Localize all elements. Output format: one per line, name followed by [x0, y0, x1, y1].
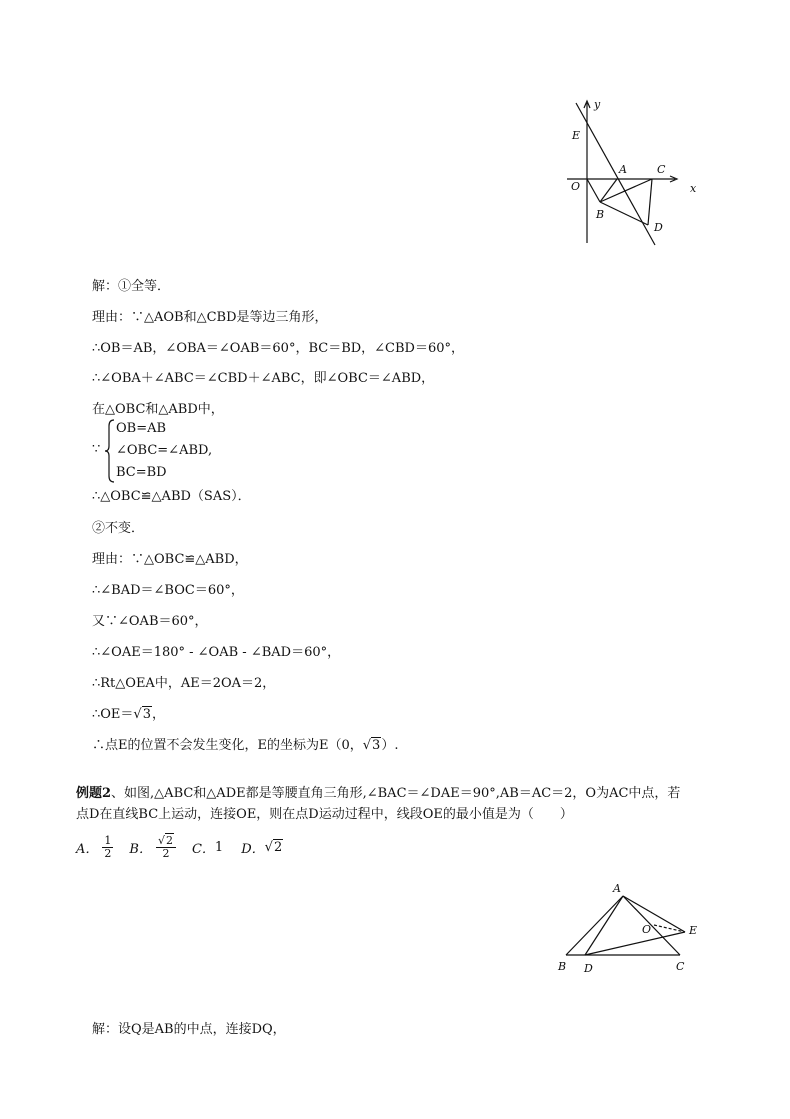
- segment-AD: [585, 896, 623, 955]
- sqrt-icon: √: [362, 738, 372, 753]
- figure-coordinate-triangles: [560, 95, 710, 255]
- segment-CD: [648, 179, 652, 225]
- condition-2: ∠OBC=∠ABD,: [116, 443, 213, 458]
- label-B: B: [596, 208, 605, 221]
- sol1-line-5: 在△OBC和△ABD中，: [92, 402, 224, 417]
- label-C: C: [676, 960, 685, 973]
- label-A: A: [613, 882, 621, 895]
- segment-DE: [585, 932, 685, 955]
- sol1-line-8: 理由：∵△OBC≌△ABD，: [92, 552, 248, 567]
- e-coord-suffix: ）.: [381, 738, 399, 753]
- option-B-fraction: $\frac{√2}{2}$: [156, 835, 176, 860]
- segment-OE: [654, 925, 685, 932]
- sol1-line-7: ②不变．: [92, 521, 145, 536]
- label-O: O: [642, 923, 652, 936]
- sol1-line-10: 又∵∠OAB＝60°，: [92, 614, 208, 629]
- sol1-line-9: ∴∠BAD＝∠BOC＝60°，: [92, 583, 244, 598]
- label-E: E: [689, 924, 698, 937]
- label-E: E: [572, 129, 581, 142]
- option-B-label: B．: [129, 842, 152, 857]
- brace-conditions: [116, 418, 212, 484]
- figure-isosceles-right-triangles: [550, 875, 710, 980]
- option-A-fraction: $\frac{1}{2}$: [104, 834, 112, 860]
- brace-because: ∵: [92, 442, 101, 457]
- option-D-value: √2: [264, 840, 283, 855]
- label-x: x: [690, 182, 697, 195]
- label-B: B: [558, 960, 567, 973]
- e-coord-prefix: ∴点E的位置不会发生变化，E的坐标为E（0，: [92, 738, 363, 753]
- label-D: D: [654, 221, 663, 234]
- sol1-line-13: [92, 707, 165, 723]
- example2-line-2: 点D在直线BC上运动，连接OE，则在点D运动过程中，线段OE的最小值是为（ ）: [76, 807, 573, 822]
- condition-1: OB=AB: [116, 421, 167, 436]
- sol2-line-1: 解：设Q是AB的中点，连接DQ，: [92, 1022, 286, 1037]
- label-C: C: [657, 163, 666, 176]
- condition-3: BC=BD: [116, 465, 167, 480]
- option-C-value: 1: [214, 840, 224, 855]
- sqrt-icon: √: [264, 840, 273, 855]
- sqrt-icon: √: [157, 834, 165, 847]
- option-A-label: A．: [76, 842, 99, 857]
- sqrt-radicand: 3: [142, 707, 151, 722]
- label-A: A: [619, 163, 627, 176]
- oe-suffix: ，: [152, 707, 166, 722]
- sqrt-radicand: 3: [372, 738, 381, 753]
- sol1-line-2: 理由：∵△AOB和△CBD是等边三角形，: [92, 310, 328, 325]
- sqrt-icon: √: [133, 707, 142, 722]
- segment-OB: [587, 179, 600, 202]
- segment-AC: [623, 896, 680, 955]
- option-C-label: C．: [191, 842, 215, 857]
- sol1-line-3: ∴OB＝AB，∠OBA＝∠OAB＝60°，BC＝BD，∠CBD＝60°，: [92, 341, 465, 356]
- segment-AB: [566, 896, 623, 955]
- sol1-line-14: [92, 738, 398, 754]
- sol1-line-4: ∴∠OBA＋∠ABC＝∠CBD＋∠ABC，即∠OBC＝∠ABD，: [92, 371, 435, 386]
- oe-prefix: ∴OE＝: [92, 707, 134, 722]
- answer-options: [76, 835, 283, 860]
- option-D-label: D．: [241, 842, 265, 857]
- label-y: y: [594, 98, 601, 111]
- example-title: 例题2: [76, 786, 112, 801]
- sol1-line-11: ∴∠OAE＝180° - ∠OAB - ∠BAD＝60°，: [92, 645, 341, 660]
- line-ED: [576, 103, 655, 245]
- segment-BD: [600, 202, 648, 225]
- brace-symbol: [104, 418, 116, 484]
- label-D: D: [584, 962, 593, 975]
- sol1-line-6: ∴△OBC≌△ABD（SAS）．: [92, 489, 251, 504]
- example2-text-1: 、如图,△ABC和△ADE都是等腰直角三角形,∠BAC＝∠DAE＝90°,AB＝AC＝2，O为AC中点，若: [111, 786, 681, 801]
- segment-AE: [623, 896, 685, 932]
- sol1-line-12: ∴Rt△OEA中，AE＝2OA＝2，: [92, 676, 276, 691]
- example2-line-1: [76, 786, 680, 802]
- label-O: O: [571, 180, 581, 193]
- sol1-line-1: 解：①全等．: [92, 279, 171, 294]
